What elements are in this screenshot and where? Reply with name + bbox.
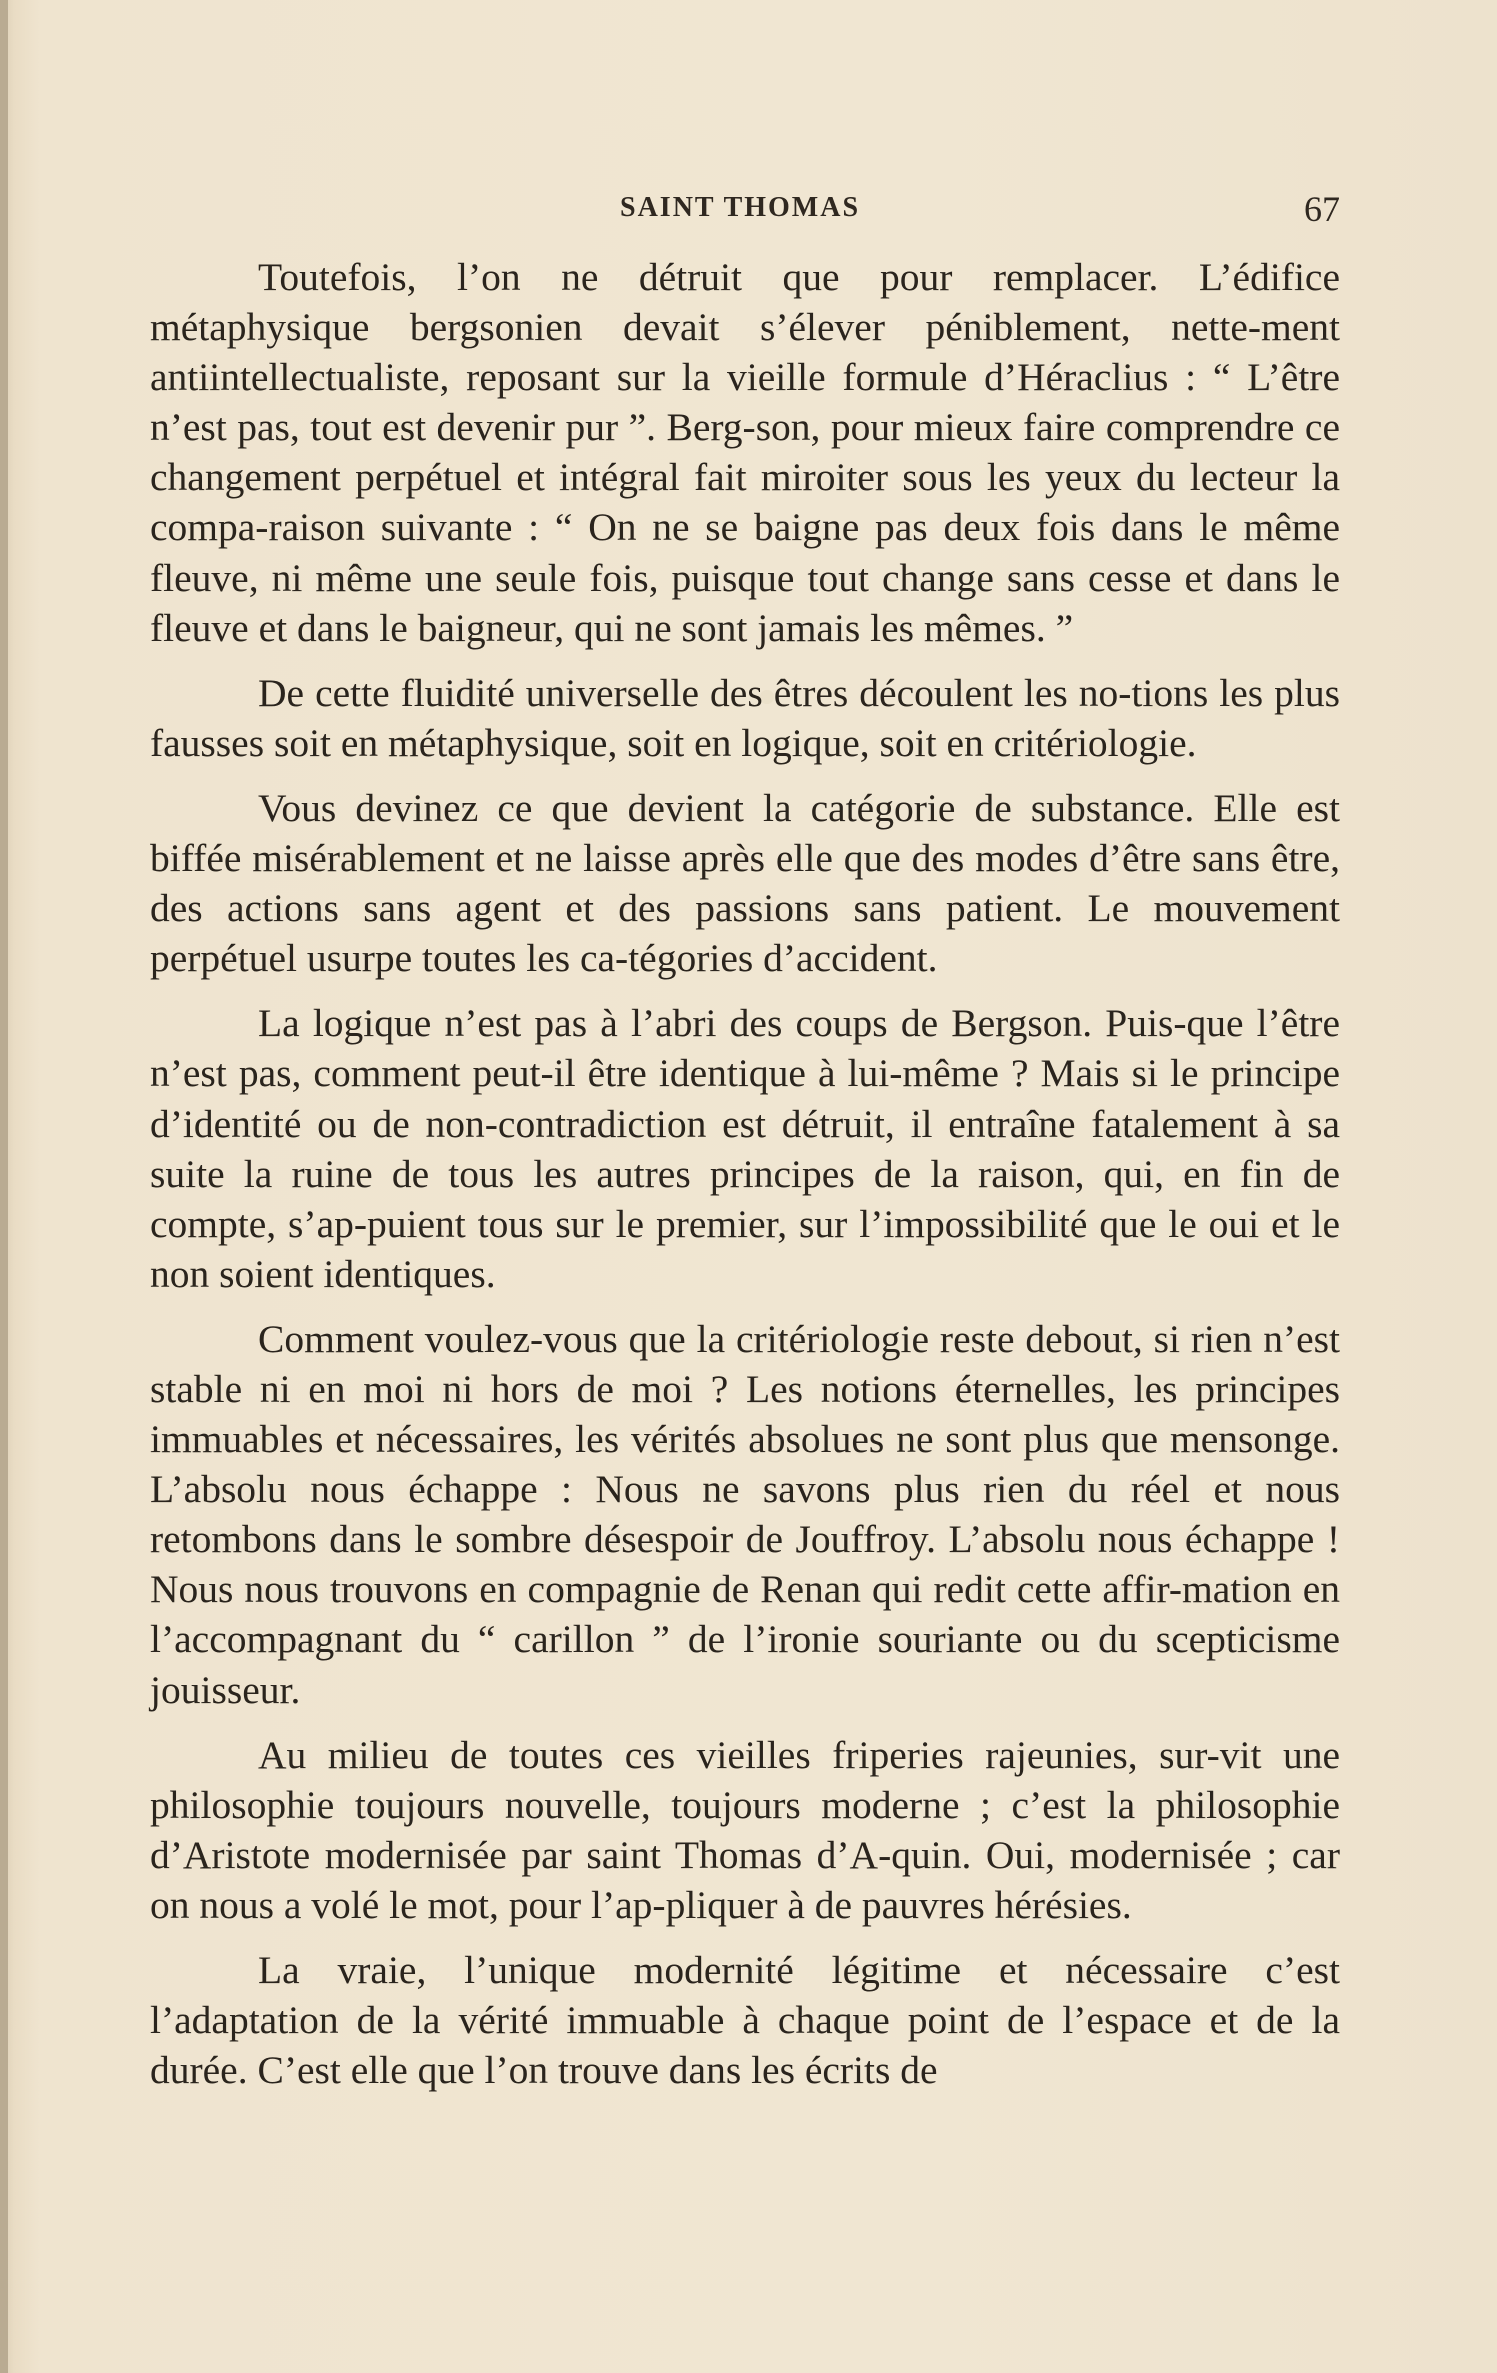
paragraph: Toutefois, l’on ne détruit que pour remplacer. L’édifice métaphysique bergsonien devait s’élever péniblement, nette-ment antiintellectualiste, reposant sur la vieille formule d’Héraclius : “ L’être n’est pas, tout est devenir pur ”. Berg-son, pour mieux faire comprendre ce changement perpétuel et intégral fait miroiter sous les yeux du lecteur la compa-raison suivante : “ On ne se baigne pas deux fois dans le même fleuve, ni même une seule fois, puisque tout change sans cesse et dans le fleuve et dans le baigneur, qui ne sont jamais les mêmes. ” (150, 255, 1340, 650)
paragraph: Comment voulez-vous que la critériologie reste debout, si rien n’est stable ni en moi ni hors de moi ? Les notions éternelles, les principes immuables et nécessaires, les vérités absolues ne sont plus que mensonge. L’absolu nous échappe : Nous ne savons plus rien du réel et nous retombons dans le sombre désespoir de Jouffroy. L’absolu nous échappe ! Nous nous trouvons en compagnie de Renan qui redit cette affir-mation en l’accompagnant du “ carillon ” de l’ironie souriante ou du scepticisme jouisseur. (150, 1316, 1340, 1712)
running-head (150, 189, 1340, 242)
paragraph: La vraie, l’unique modernité légitime et nécessaire c’est l’adaptation de la vérité immuable à chaque point de l’espace et de la durée. C’est elle que l’on trouve dans les écrits de (150, 1948, 1340, 2093)
body-text (150, 252, 1340, 2095)
page-gutter (0, 0, 8, 2373)
page-number: 67 (1304, 189, 1340, 229)
paragraph: Vous devinez ce que devient la catégorie de substance. Elle est biffée misérablement et ne laisse après elle que des modes d’être sans être, des actions sans agent et des passions sans patient. Le mouvement perpétuel usurpe toutes les ca-tégories d’accident. (150, 785, 1340, 981)
paragraph: La logique n’est pas à l’abri des coups de Bergson. Puis-que l’être n’est pas, comment peut-il être identique à lui-même ? Mais si le principe d’identité ou de non-contradiction est détruit, il entraîne fatalement à sa suite la ruine de tous les autres principes de la raison, qui, en fin de compte, s’ap-puient tous sur le premier, sur l’impossibilité que le oui et le non soient identiques. (150, 1001, 1340, 1296)
running-title: SAINT THOMAS (620, 192, 861, 223)
paragraph: De cette fluidité universelle des êtres découlent les no-tions les plus fausses soit en métaphysique, soit en logique, soit en critériologie. (150, 670, 1340, 765)
paragraph: Au milieu de toutes ces vieilles friperies rajeunies, sur-vit une philosophie toujours nouvelle, toujours moderne ; c’est la philosophie d’Aristote modernisée par saint Thomas d’A-quin. Oui, modernisée ; car on nous a volé le mot, pour l’ap-pliquer à de pauvres hérésies. (150, 1732, 1340, 1927)
